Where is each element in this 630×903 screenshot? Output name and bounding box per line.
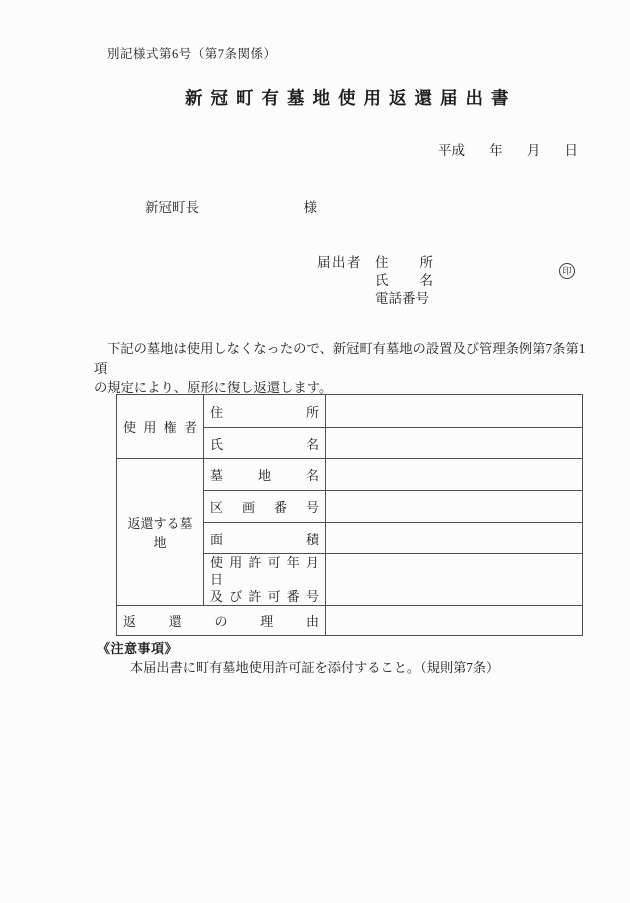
date-line	[438, 139, 578, 159]
declarant-name-label: 氏 名	[375, 273, 433, 288]
notes-heading: 《注意事項》	[97, 641, 179, 656]
body-paragraph	[94, 339, 586, 398]
cemetery-name-label: 墓 地 名	[204, 459, 326, 491]
lot-number-label: 区 画 番 号	[204, 491, 326, 523]
area-label: 面 積	[204, 523, 326, 554]
permit-label	[204, 554, 326, 606]
declarant-phone-label: 電話番号	[375, 291, 429, 306]
permit-label-line-1: 使 用 許 可 年 月 日	[210, 555, 319, 587]
table-row	[117, 606, 583, 636]
form-number: 別記様式第6号（第7条関係）	[107, 47, 277, 61]
holder-address-value-cell	[326, 395, 583, 428]
lot-number-value-cell	[326, 491, 583, 523]
addressee-line	[145, 196, 317, 216]
declarant-label: 届出者	[317, 255, 362, 270]
table-row	[117, 395, 583, 428]
reason-label: 返 還 の 理 由	[117, 606, 326, 636]
body-line-1: 下記の墓地は使用しなくなったので、新冠町有墓地の設置及び管理条例第7条第1項	[94, 341, 586, 376]
permit-label-line-2: 及 び 許 可 番 号	[210, 589, 319, 604]
body-line-2: の規定により、原形に復し返還します。	[94, 380, 333, 395]
holder-name-value-cell	[326, 428, 583, 459]
cemetery-name-value-cell	[326, 459, 583, 491]
notes-body: 本届出書に町有墓地使用許可証を添付すること。（規則第7条）	[130, 660, 500, 675]
addressee-honorific: 様	[303, 200, 317, 215]
declarant-address-label: 住 所	[375, 255, 433, 270]
permit-value-cell	[326, 554, 583, 606]
reason-value-cell	[326, 606, 583, 636]
table-row	[117, 459, 583, 491]
date-era-label: 平成	[438, 143, 465, 158]
holder-name-label: 氏 名	[204, 428, 326, 459]
seal-mark-icon: 印	[559, 263, 575, 279]
form-table	[116, 394, 583, 636]
return-group-label: 返還する墓地	[117, 459, 204, 606]
page-title: 新冠町有墓地使用返還届出書	[185, 88, 517, 108]
holder-address-label: 住 所	[204, 395, 326, 428]
addressee-name: 新冠町長	[145, 200, 199, 215]
date-year-label: 年	[489, 143, 503, 158]
holder-group-label: 使 用 権 者	[117, 395, 204, 459]
area-value-cell	[326, 523, 583, 554]
date-day-label: 日	[564, 143, 578, 158]
date-month-label: 月	[526, 143, 541, 158]
